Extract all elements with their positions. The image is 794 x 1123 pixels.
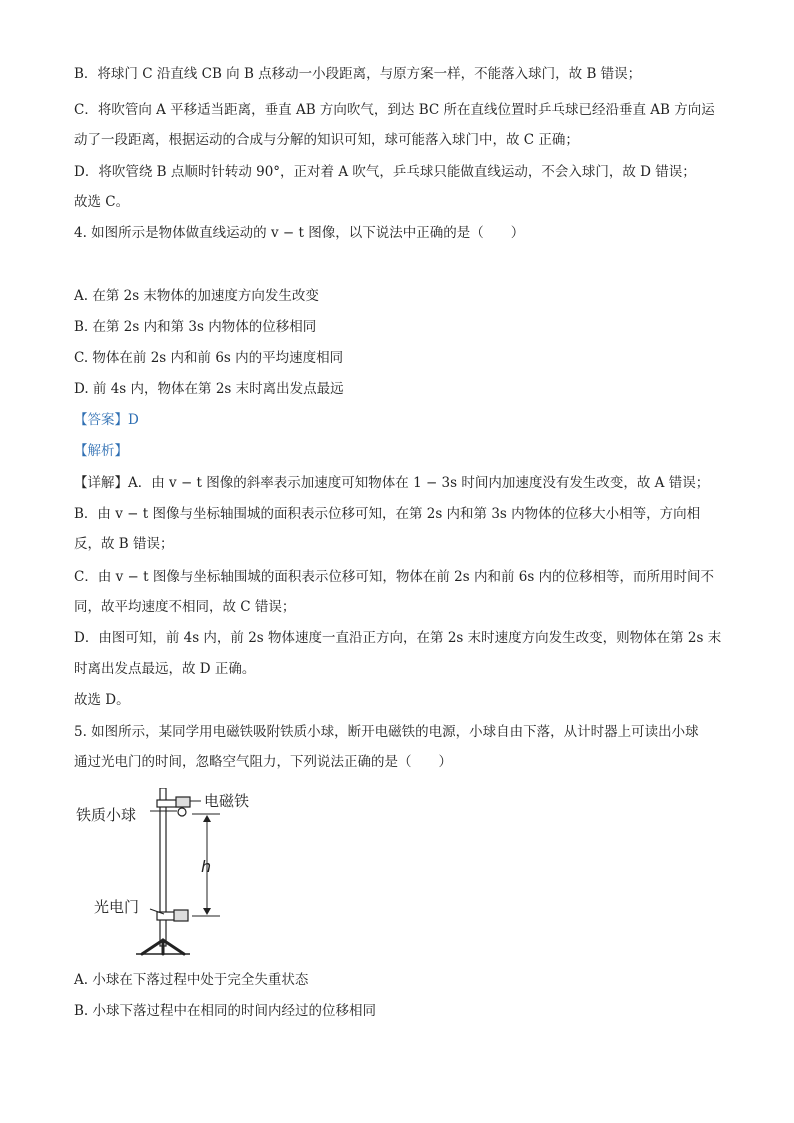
height-label: h (201, 857, 212, 876)
text-line: C．由 v − t 图像与坐标轴围城的面积表示位移可知，物体在前 2s 内和前 6s 内的位移相等，而所用时间不 (74, 569, 715, 585)
option-d: D. 前 4s 内，物体在第 2s 末时离出发点最远 (74, 381, 344, 397)
apparatus-figure (74, 788, 274, 958)
option-b: B. 在第 2s 内和第 3s 内物体的位移相同 (74, 319, 317, 335)
text-line: B．由 v − t 图像与坐标轴围城的面积表示位移可知，在第 2s 内和第 3s 内物体的位移大小相等，方向相 (74, 506, 701, 522)
text-line: 反，故 B 错误； (74, 536, 174, 552)
option-c: C. 物体在前 2s 内和前 6s 内的平均速度相同 (74, 350, 344, 366)
photogate-label: 光电门 (94, 898, 140, 916)
text-line: D．将吹管绕 B 点顺时针转动 90°，正对着 A 吹气，乒乓球只能做直线运动，不会入球门，故 D 错误； (74, 164, 696, 180)
magnet-label: 电磁铁 (204, 792, 250, 810)
question-4-stem: 4. 如图所示是物体做直线运动的 v − t 图像，以下说法中正确的是（ ） (74, 225, 525, 241)
text-line: 故选 C。 (74, 194, 130, 210)
text-line: D．由图可知，前 4s 内，前 2s 物体速度一直沿正方向，在第 2s 末时速度方向发生改变，则物体在第 2s 末 (74, 630, 722, 646)
option-b: B. 小球下落过程中在相同的时间内经过的位移相同 (74, 1003, 377, 1019)
question-5-stem: 5. 如图所示，某同学用电磁铁吸附铁质小球，断开电磁铁的电源，小球自由下落，从计时器上可读出小球 (74, 724, 699, 740)
option-a: A. 在第 2s 末物体的加速度方向发生改变 (74, 288, 319, 304)
text-line: 故选 D。 (74, 692, 130, 708)
text-line: 通过光电门的时间，忽略空气阻力，下列说法正确的是（ ） (74, 754, 452, 770)
text-line: C．将吹管向 A 平移适当距离，垂直 AB 方向吹气，到达 BC 所在直线位置时乒乓球已经沿垂直 AB 方向运 (74, 102, 715, 118)
text-line: 动了一段距离，根据运动的合成与分解的知识可知，球可能落入球门中，故 C 正确； (74, 132, 579, 148)
text-line: 【详解】A．由 v − t 图像的斜率表示加速度可知物体在 1 − 3s 时间内加速度没有发生改变，故 A 错误； (74, 475, 710, 491)
text-line: 同，故平均速度不相同，故 C 错误； (74, 599, 296, 615)
text-line: B．将球门 C 沿直线 CB 向 B 点移动一小段距离，与原方案一样，不能落入球门，故 B 错误； (74, 66, 642, 82)
ball-label: 铁质小球 (76, 806, 137, 824)
analysis-label: 【解析】 (74, 443, 128, 459)
text-line: 时离出发点最远，故 D 正确。 (74, 661, 256, 677)
answer-label: 【答案】D (74, 412, 139, 428)
option-a: A. 小球在下落过程中处于完全失重状态 (74, 972, 309, 988)
